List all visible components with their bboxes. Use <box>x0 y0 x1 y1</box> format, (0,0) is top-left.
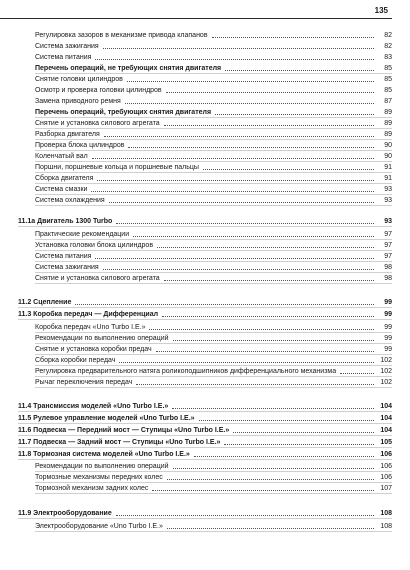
toc-entry <box>0 461 392 471</box>
dot-leader <box>95 52 374 60</box>
toc-entry-title: 11.6 Подвеска — Передний мост — Ступицы «Uno Turbo I.E.» <box>18 427 230 434</box>
dot-leader <box>157 240 374 248</box>
toc-entry <box>0 366 392 376</box>
toc-entry <box>0 273 392 283</box>
dot-leader <box>172 401 374 409</box>
toc-entry-page: 85 <box>384 65 392 72</box>
toc-entry-title: Снятие и установка силового агрегата <box>35 275 160 282</box>
toc-entry <box>0 118 392 128</box>
toc-entry <box>0 107 392 117</box>
dot-leader <box>212 30 374 38</box>
toc-entry <box>0 52 392 62</box>
dot-leader <box>173 333 374 341</box>
dot-leader <box>103 41 374 49</box>
toc-entry-page: 104 <box>380 415 392 422</box>
dot-leader <box>173 461 374 469</box>
toc-entry-title: 11.9 Электрооборудование <box>18 510 112 517</box>
toc-entry-page: 97 <box>384 242 392 249</box>
toc-entry-page: 83 <box>384 54 392 61</box>
toc-entry-page: 106 <box>380 463 392 470</box>
toc-entry-title: Система охлаждения <box>35 197 105 204</box>
dot-leader <box>95 251 374 259</box>
toc-entry <box>0 63 392 73</box>
toc-entry-page: 90 <box>384 142 392 149</box>
toc-entry <box>0 355 392 365</box>
dot-leader <box>127 74 374 82</box>
dot-leader <box>167 472 374 480</box>
dot-leader <box>125 96 374 104</box>
toc-entry-page: 108 <box>380 523 392 530</box>
toc-section <box>0 309 392 319</box>
dot-leader <box>340 366 374 374</box>
toc-section <box>0 425 392 435</box>
dot-leader <box>116 216 374 224</box>
toc-entry-page: 99 <box>384 324 392 331</box>
toc-entry-title: Поршни, поршневые кольца и поршневые пальцы <box>35 164 199 171</box>
toc-entry-title: 11.5 Рулевое управление моделей «Uno Turbo I.E.» <box>18 415 195 422</box>
dot-leader <box>215 107 374 115</box>
toc-entry <box>0 85 392 95</box>
toc-entry-title: Замена приводного ремня <box>35 98 121 105</box>
toc-entry <box>0 344 392 354</box>
toc-entry-page: 90 <box>384 153 392 160</box>
dot-leader <box>225 63 374 71</box>
toc-entry-title: Рычаг переключения передач <box>35 379 133 386</box>
toc-entry-page: 97 <box>384 253 392 260</box>
toc-entry-page: 99 <box>384 299 392 306</box>
toc-entry-title: Практические рекомендации <box>35 231 130 238</box>
toc-entry-title: Снятие и установка коробки предач <box>35 346 152 353</box>
toc-entry-title: Система зажигания <box>35 43 99 50</box>
header-rule <box>0 18 392 19</box>
dot-leader <box>164 273 374 281</box>
toc-entry <box>0 322 392 332</box>
toc-entry-page: 98 <box>384 264 392 271</box>
toc-entry-title: 11.3 Коробка передач — Дифференциал <box>18 311 159 318</box>
toc-entry-page: 93 <box>384 197 392 204</box>
toc-entry-page: 93 <box>384 186 392 193</box>
dot-leader <box>162 309 374 317</box>
toc-entry-title: 11.1а Двигатель 1300 Turbo <box>18 218 113 225</box>
toc-entry-title: Установка головки блока цилиндров <box>35 242 154 249</box>
toc-entry-title: Система смазки <box>35 186 88 193</box>
toc-entry <box>0 30 392 40</box>
dot-leader <box>133 229 374 237</box>
toc-section <box>0 413 392 423</box>
toc-entry <box>0 74 392 84</box>
dot-leader <box>194 449 374 457</box>
toc-entry-page: 106 <box>380 451 392 458</box>
toc-entry-page: 106 <box>380 474 392 481</box>
dot-leader <box>128 140 374 148</box>
toc-entry-page: 91 <box>384 164 392 171</box>
toc-entry-title: Сборка коробки передач <box>35 357 116 364</box>
toc-entry-page: 89 <box>384 109 392 116</box>
toc-section <box>0 216 392 226</box>
toc-entry-title: Проверка блока цилиндров <box>35 142 125 149</box>
toc-entry-title: Разборка двигателя <box>35 131 100 138</box>
toc-entry-page: 87 <box>384 98 392 105</box>
toc-entry-page: 85 <box>384 76 392 83</box>
toc-entry <box>0 472 392 482</box>
dot-leader <box>97 173 374 181</box>
toc-section <box>0 437 392 447</box>
toc-entry-page: 102 <box>380 379 392 386</box>
toc-entry-title: Система питания <box>35 253 92 260</box>
toc-entry <box>0 173 392 183</box>
dot-leader <box>149 322 374 330</box>
toc-entry-title: Перечень операций, не требующих снятия двигателя <box>35 65 222 72</box>
toc-entry-page: 85 <box>384 87 392 94</box>
toc-entry <box>0 162 392 172</box>
toc-entry <box>0 262 392 272</box>
toc-entry-page: 82 <box>384 43 392 50</box>
dot-leader <box>233 425 374 433</box>
toc-entry-title: Сборка двигателя <box>35 175 94 182</box>
toc-entry-page: 98 <box>384 275 392 282</box>
toc-entry <box>0 129 392 139</box>
toc-entry <box>0 140 392 150</box>
dot-leader <box>167 521 374 529</box>
toc-entry-page: 104 <box>380 427 392 434</box>
toc-section <box>0 449 392 459</box>
toc-entry <box>0 184 392 194</box>
toc-entry-title: Электрооборудование «Uno Turbo I.E.» <box>35 523 163 530</box>
dot-leader <box>166 85 374 93</box>
toc-entry <box>0 251 392 261</box>
toc-entry <box>0 151 392 161</box>
toc-section <box>0 401 392 411</box>
toc-section <box>0 297 392 307</box>
dot-leader <box>119 355 374 363</box>
toc-entry <box>0 521 392 531</box>
page-number: 135 <box>374 6 388 15</box>
toc-entry-page: 107 <box>380 485 392 492</box>
toc-section <box>0 508 392 518</box>
dot-leader <box>92 151 374 159</box>
toc-entry-page: 93 <box>384 218 392 225</box>
toc-entry-title: Тормозной механизм задних колес <box>35 485 149 492</box>
dot-leader <box>156 344 374 352</box>
toc-entry-title: Тормозные механизмы передних колес <box>35 474 163 481</box>
toc-entry <box>0 195 392 205</box>
toc-entry-page: 99 <box>384 335 392 342</box>
dot-leader <box>109 195 374 203</box>
dot-leader <box>152 483 374 491</box>
toc-entry-title: Регулировка предварительного натяга роликоподшипников дифференциального механизма <box>35 368 337 375</box>
dot-leader <box>103 262 374 270</box>
dot-leader <box>164 118 374 126</box>
toc-entry-title: 11.8 Тормозная система моделей «Uno Turbo I.E.» <box>18 451 190 458</box>
toc-entry-title: Регулировка зазоров в механизме привода клапанов <box>35 32 208 39</box>
toc-entry-title: Коробка передач «Uno Turbo I.E.» <box>35 324 146 331</box>
toc-entry-title: Снятие и установка силового агрегата <box>35 120 160 127</box>
toc-entry-title: Система зажигания <box>35 264 99 271</box>
toc-entry-title: 11.7 Подвеска — Задний мост — Ступицы «Uno Turbo I.E.» <box>18 439 221 446</box>
toc-entry-title: Перечень операций, требующих снятия двигателя <box>35 109 212 116</box>
dot-leader <box>224 437 374 445</box>
dot-leader <box>104 129 374 137</box>
toc-entry <box>0 240 392 250</box>
toc-entry-title: 11.4 Трансмиссия моделей «Uno Turbo I.E.» <box>18 403 169 410</box>
toc-entry-page: 102 <box>380 368 392 375</box>
toc-entry-title: Снятие головки цилиндров <box>35 76 123 83</box>
toc-entry <box>0 41 392 51</box>
toc-entry-title: 11.2 Сцепление <box>18 299 72 306</box>
toc-entry-page: 104 <box>380 403 392 410</box>
table-of-contents <box>0 22 392 562</box>
toc-entry-title: Рекомендации по выполнению операций <box>35 463 169 470</box>
dot-leader <box>75 297 374 305</box>
toc-entry-page: 102 <box>380 357 392 364</box>
toc-entry-page: 89 <box>384 120 392 127</box>
toc-entry-page: 108 <box>380 510 392 517</box>
toc-entry-page: 91 <box>384 175 392 182</box>
toc-entry <box>0 96 392 106</box>
toc-entry-page: 89 <box>384 131 392 138</box>
toc-entry-title: Рекомендации по выполнению операций <box>35 335 169 342</box>
dot-leader <box>136 377 374 385</box>
toc-entry-title: Коленчатый вал <box>35 153 88 160</box>
toc-entry <box>0 377 392 387</box>
dot-leader <box>91 184 374 192</box>
toc-entry-page: 105 <box>380 439 392 446</box>
toc-entry-title: Система питания <box>35 54 92 61</box>
toc-entry-page: 99 <box>384 346 392 353</box>
toc-entry <box>0 333 392 343</box>
dot-leader <box>116 508 374 516</box>
dot-leader <box>199 413 374 421</box>
toc-entry <box>0 483 392 493</box>
toc-entry-page: 82 <box>384 32 392 39</box>
dot-leader <box>203 162 374 170</box>
toc-entry-title: Осмотр и проверка головки цилиндров <box>35 87 162 94</box>
toc-entry-page: 97 <box>384 231 392 238</box>
toc-entry-page: 99 <box>384 311 392 318</box>
toc-entry <box>0 229 392 239</box>
